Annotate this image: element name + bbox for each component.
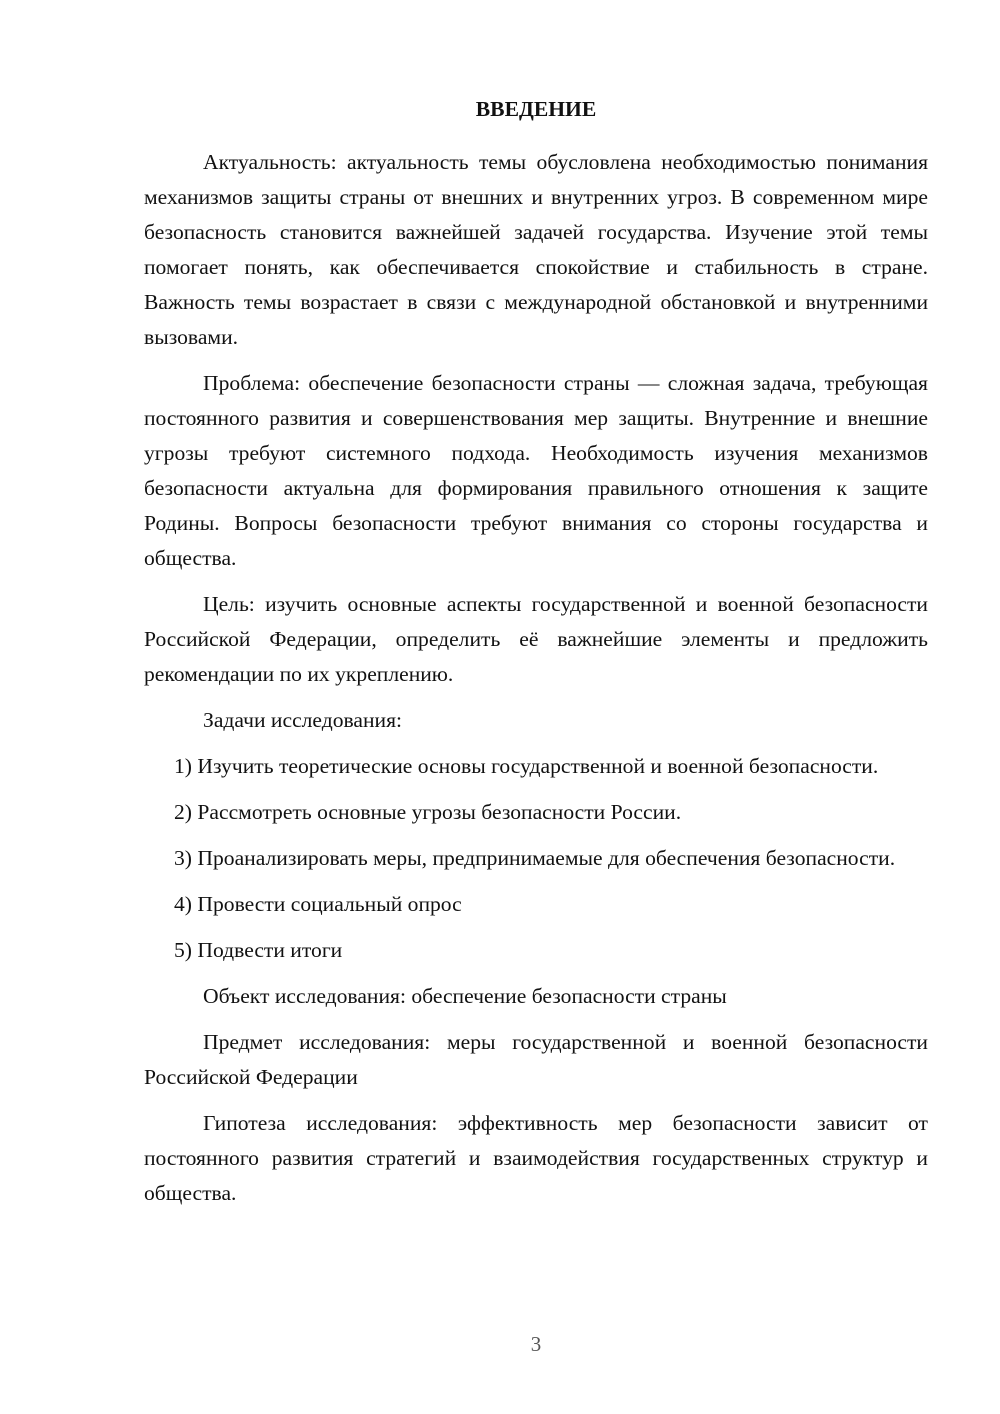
problem-paragraph: Проблема: обеспечение безопасности страны — сложная задача, требующая постоянного развития и совершенствования мер защиты. Внутренние и внешние угрозы требуют системного подхода. Необходимость изучения механизмов безопасности актуальна для формирования правильного отношения к защите Родины. Вопросы безопасности требуют внимания со стороны государства и общества.	[144, 371, 928, 570]
task-item: 1) Изучить теоретические основы государственной и военной безопасности.	[174, 754, 879, 778]
object-paragraph: Объект исследования: обеспечение безопасности страны	[203, 984, 727, 1008]
task-item: 2) Рассмотреть основные угрозы безопасности России.	[174, 800, 682, 824]
task-item: 4) Провести социальный опрос	[174, 892, 462, 916]
tasks-heading: Задачи исследования:	[203, 708, 403, 732]
hypothesis-paragraph: Гипотеза исследования: эффективность мер безопасности зависит от постоянного развития стратегий и взаимодействия государственных структур и общества.	[144, 1111, 928, 1205]
subject-paragraph: Предмет исследования: меры государственной и военной безопасности Российской Федерации	[144, 1030, 928, 1089]
task-item: 3) Проанализировать меры, предпринимаемые для обеспечения безопасности.	[174, 846, 896, 870]
page-number: 3	[530, 1332, 542, 1356]
goal-paragraph: Цель: изучить основные аспекты государственной и военной безопасности Российской Федерации, определить её важнейшие элементы и предложить рекомендации по их укреплению.	[144, 592, 928, 686]
relevance-paragraph: Актуальность: актуальность темы обусловлена необходимостью понимания механизмов защиты страны от внешних и внутренних угроз. В современном мире безопасность становится важнейшей задачей государства. Изучение этой темы помогает понять, как обеспечивается спокойствие и стабильность в стране. Важность темы возрастает в связи с международной обстановкой и внутренними вызовами.	[144, 150, 928, 349]
task-item: 5) Подвести итоги	[174, 938, 343, 962]
section-title: ВВЕДЕНИЕ	[475, 97, 597, 121]
document-page	[144, 92, 928, 1222]
